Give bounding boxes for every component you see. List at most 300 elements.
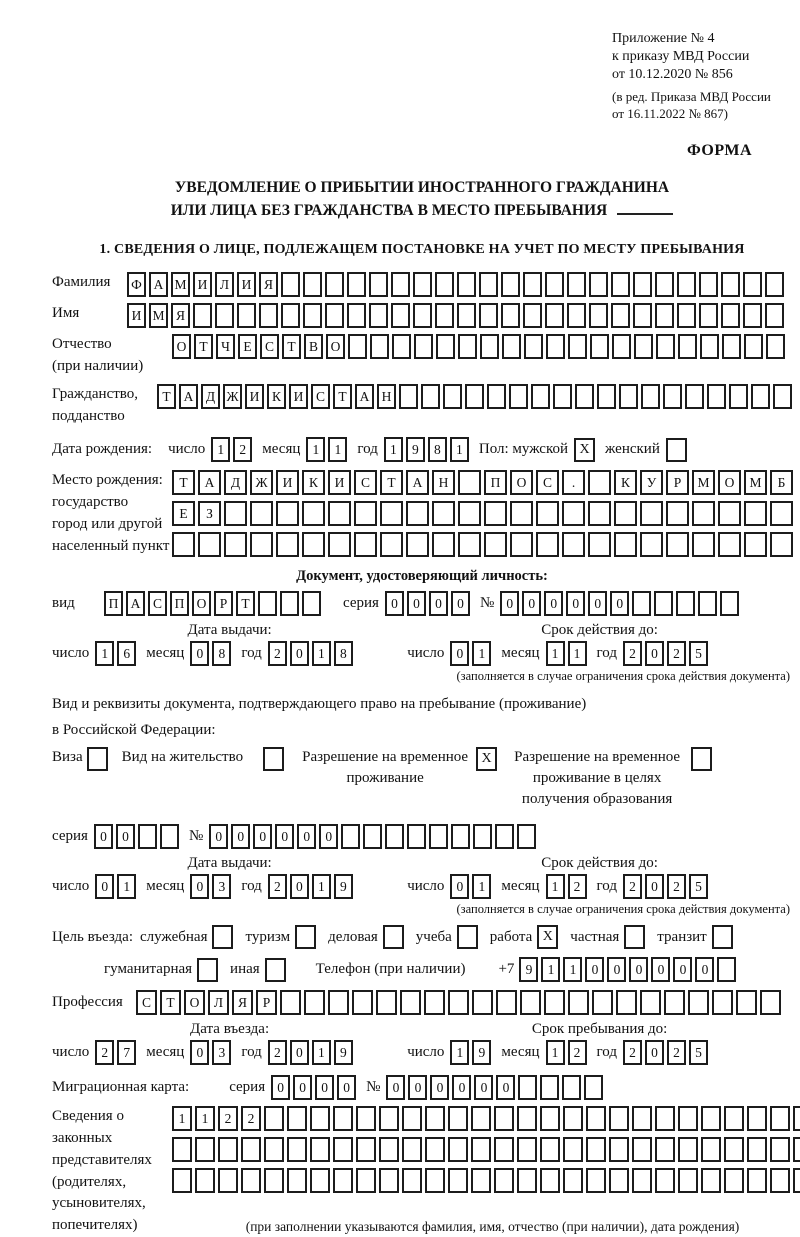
char-cell[interactable]	[325, 303, 344, 328]
char-cell[interactable]	[457, 303, 476, 328]
char-cell[interactable]	[402, 1106, 422, 1131]
char-cell[interactable]	[531, 384, 550, 409]
char-cell[interactable]	[333, 1137, 353, 1162]
char-cell[interactable]	[540, 1075, 559, 1100]
char-cell[interactable]: Н	[432, 470, 455, 495]
char-cell[interactable]	[333, 1106, 353, 1131]
char-cell[interactable]	[616, 990, 637, 1015]
char-cell[interactable]	[380, 501, 403, 526]
char-cell[interactable]	[402, 1137, 422, 1162]
char-cell[interactable]: А	[355, 384, 374, 409]
char-cell[interactable]: 0	[319, 824, 338, 849]
char-cell[interactable]	[664, 990, 685, 1015]
char-cell[interactable]	[760, 990, 781, 1015]
char-cell[interactable]	[721, 272, 740, 297]
char-cell[interactable]: 1	[306, 437, 325, 462]
char-cell[interactable]: 0	[297, 824, 316, 849]
char-cell[interactable]	[280, 591, 299, 616]
char-cell[interactable]	[333, 1168, 353, 1193]
char-cell[interactable]	[678, 1168, 698, 1193]
char-cell[interactable]	[484, 501, 507, 526]
char-cell[interactable]: И	[276, 470, 299, 495]
char-cell[interactable]	[722, 334, 741, 359]
char-cell[interactable]	[517, 1106, 537, 1131]
char-cell[interactable]: 0	[450, 874, 469, 899]
char-cell[interactable]: Б	[770, 470, 793, 495]
char-cell[interactable]: 2	[241, 1106, 261, 1131]
char-cell[interactable]	[793, 1168, 800, 1193]
char-cell[interactable]	[655, 272, 674, 297]
char-cell[interactable]: К	[267, 384, 286, 409]
char-cell[interactable]: Т	[282, 334, 301, 359]
char-cell[interactable]: З	[198, 501, 221, 526]
char-cell[interactable]	[435, 272, 454, 297]
char-cell[interactable]	[611, 272, 630, 297]
char-cell[interactable]	[458, 334, 477, 359]
char-cell[interactable]: 0	[673, 957, 692, 982]
char-cell[interactable]: Т	[194, 334, 213, 359]
char-cell[interactable]	[356, 1106, 376, 1131]
char-cell[interactable]: 0	[271, 1075, 290, 1100]
char-cell[interactable]	[609, 1168, 629, 1193]
char-cell[interactable]	[523, 272, 542, 297]
char-cell[interactable]	[479, 303, 498, 328]
char-cell[interactable]	[458, 501, 481, 526]
char-cell[interactable]	[736, 990, 757, 1015]
residence-permit-checkbox[interactable]	[263, 747, 284, 771]
char-cell[interactable]: Т	[236, 591, 255, 616]
char-cell[interactable]: 1	[312, 1040, 331, 1065]
char-cell[interactable]: С	[136, 990, 157, 1015]
char-cell[interactable]	[589, 303, 608, 328]
char-cell[interactable]	[634, 334, 653, 359]
char-cell[interactable]	[264, 1137, 284, 1162]
char-cell[interactable]	[224, 532, 247, 557]
char-cell[interactable]	[609, 1106, 629, 1131]
char-cell[interactable]: 2	[667, 1040, 686, 1065]
char-cell[interactable]: 0	[290, 1040, 309, 1065]
purpose-humanitarian-checkbox[interactable]	[197, 958, 218, 982]
char-cell[interactable]: 1	[568, 641, 587, 666]
char-cell[interactable]	[707, 384, 726, 409]
char-cell[interactable]	[304, 990, 325, 1015]
char-cell[interactable]: 6	[117, 641, 136, 666]
char-cell[interactable]: И	[245, 384, 264, 409]
char-cell[interactable]	[218, 1168, 238, 1193]
visa-checkbox[interactable]	[87, 747, 108, 771]
char-cell[interactable]: 0	[651, 957, 670, 982]
char-cell[interactable]: 2	[218, 1106, 238, 1131]
char-cell[interactable]	[429, 824, 448, 849]
char-cell[interactable]	[666, 532, 689, 557]
char-cell[interactable]	[663, 384, 682, 409]
char-cell[interactable]: 8	[212, 641, 231, 666]
char-cell[interactable]	[540, 1106, 560, 1131]
char-cell[interactable]: М	[171, 272, 190, 297]
char-cell[interactable]	[458, 532, 481, 557]
char-cell[interactable]	[743, 272, 762, 297]
char-cell[interactable]	[699, 272, 718, 297]
char-cell[interactable]: И	[127, 303, 146, 328]
char-cell[interactable]	[517, 824, 536, 849]
char-cell[interactable]	[443, 384, 462, 409]
char-cell[interactable]	[536, 532, 559, 557]
char-cell[interactable]: 1	[117, 874, 136, 899]
char-cell[interactable]	[379, 1168, 399, 1193]
char-cell[interactable]: Е	[172, 501, 195, 526]
char-cell[interactable]	[465, 384, 484, 409]
char-cell[interactable]: 8	[428, 437, 447, 462]
char-cell[interactable]: 0	[610, 591, 629, 616]
char-cell[interactable]	[310, 1106, 330, 1131]
char-cell[interactable]: 0	[275, 824, 294, 849]
char-cell[interactable]	[597, 384, 616, 409]
char-cell[interactable]	[198, 532, 221, 557]
char-cell[interactable]	[325, 272, 344, 297]
char-cell[interactable]	[614, 532, 637, 557]
char-cell[interactable]: И	[237, 272, 256, 297]
char-cell[interactable]: Т	[160, 990, 181, 1015]
char-cell[interactable]	[677, 303, 696, 328]
sex-male-checkbox[interactable]: X	[574, 438, 595, 462]
char-cell[interactable]	[392, 334, 411, 359]
char-cell[interactable]	[413, 303, 432, 328]
char-cell[interactable]	[619, 384, 638, 409]
char-cell[interactable]	[575, 384, 594, 409]
char-cell[interactable]	[473, 824, 492, 849]
char-cell[interactable]	[218, 1137, 238, 1162]
char-cell[interactable]	[523, 303, 542, 328]
char-cell[interactable]: 2	[568, 874, 587, 899]
char-cell[interactable]	[471, 1106, 491, 1131]
char-cell[interactable]	[432, 532, 455, 557]
char-cell[interactable]: 2	[95, 1040, 114, 1065]
char-cell[interactable]: 0	[231, 824, 250, 849]
char-cell[interactable]: 0	[253, 824, 272, 849]
char-cell[interactable]	[494, 1168, 514, 1193]
char-cell[interactable]: 0	[544, 591, 563, 616]
char-cell[interactable]: 0	[607, 957, 626, 982]
char-cell[interactable]	[563, 1106, 583, 1131]
char-cell[interactable]	[765, 303, 784, 328]
char-cell[interactable]	[250, 501, 273, 526]
char-cell[interactable]	[413, 272, 432, 297]
char-cell[interactable]: 0	[585, 957, 604, 982]
char-cell[interactable]: Т	[380, 470, 403, 495]
char-cell[interactable]	[747, 1137, 767, 1162]
char-cell[interactable]	[692, 501, 715, 526]
char-cell[interactable]	[347, 272, 366, 297]
char-cell[interactable]	[501, 272, 520, 297]
char-cell[interactable]	[633, 303, 652, 328]
char-cell[interactable]	[391, 272, 410, 297]
char-cell[interactable]: И	[289, 384, 308, 409]
purpose-official-checkbox[interactable]	[212, 925, 233, 949]
char-cell[interactable]: 5	[689, 874, 708, 899]
char-cell[interactable]	[586, 1168, 606, 1193]
char-cell[interactable]: 2	[667, 641, 686, 666]
char-cell[interactable]	[425, 1106, 445, 1131]
char-cell[interactable]: 0	[450, 641, 469, 666]
char-cell[interactable]	[724, 1137, 744, 1162]
char-cell[interactable]	[302, 591, 321, 616]
char-cell[interactable]	[720, 591, 739, 616]
char-cell[interactable]	[276, 532, 299, 557]
char-cell[interactable]: 1	[472, 874, 491, 899]
char-cell[interactable]	[544, 990, 565, 1015]
char-cell[interactable]: 9	[334, 1040, 353, 1065]
char-cell[interactable]	[471, 1137, 491, 1162]
char-cell[interactable]	[414, 334, 433, 359]
char-cell[interactable]: 0	[588, 591, 607, 616]
char-cell[interactable]: 0	[566, 591, 585, 616]
char-cell[interactable]	[195, 1168, 215, 1193]
char-cell[interactable]: В	[304, 334, 323, 359]
char-cell[interactable]: А	[126, 591, 145, 616]
char-cell[interactable]	[701, 1106, 721, 1131]
char-cell[interactable]	[448, 1106, 468, 1131]
char-cell[interactable]	[241, 1137, 261, 1162]
char-cell[interactable]	[770, 1106, 790, 1131]
char-cell[interactable]: С	[354, 470, 377, 495]
char-cell[interactable]	[609, 1137, 629, 1162]
char-cell[interactable]	[436, 334, 455, 359]
char-cell[interactable]	[287, 1168, 307, 1193]
char-cell[interactable]	[568, 334, 587, 359]
char-cell[interactable]	[250, 532, 273, 557]
char-cell[interactable]: Р	[256, 990, 277, 1015]
char-cell[interactable]: 0	[496, 1075, 515, 1100]
char-cell[interactable]: 5	[689, 1040, 708, 1065]
char-cell[interactable]	[435, 303, 454, 328]
char-cell[interactable]: Я	[171, 303, 190, 328]
char-cell[interactable]: Т	[333, 384, 352, 409]
char-cell[interactable]: П	[484, 470, 507, 495]
temp-residence-education-checkbox[interactable]	[691, 747, 712, 771]
char-cell[interactable]: М	[744, 470, 767, 495]
char-cell[interactable]	[224, 501, 247, 526]
char-cell[interactable]: О	[192, 591, 211, 616]
char-cell[interactable]	[718, 532, 741, 557]
char-cell[interactable]: Я	[259, 272, 278, 297]
char-cell[interactable]: А	[198, 470, 221, 495]
char-cell[interactable]	[303, 272, 322, 297]
char-cell[interactable]: 1	[195, 1106, 215, 1131]
char-cell[interactable]	[448, 1137, 468, 1162]
char-cell[interactable]	[402, 1168, 422, 1193]
char-cell[interactable]: 9	[472, 1040, 491, 1065]
char-cell[interactable]: 1	[541, 957, 560, 982]
char-cell[interactable]	[592, 990, 613, 1015]
char-cell[interactable]: 0	[315, 1075, 334, 1100]
char-cell[interactable]: С	[311, 384, 330, 409]
char-cell[interactable]	[379, 1137, 399, 1162]
char-cell[interactable]	[241, 1168, 261, 1193]
char-cell[interactable]	[472, 990, 493, 1015]
char-cell[interactable]	[495, 824, 514, 849]
char-cell[interactable]	[496, 990, 517, 1015]
char-cell[interactable]	[517, 1168, 537, 1193]
char-cell[interactable]	[369, 272, 388, 297]
char-cell[interactable]: 2	[268, 1040, 287, 1065]
char-cell[interactable]	[545, 272, 564, 297]
char-cell[interactable]: 0	[522, 591, 541, 616]
char-cell[interactable]	[584, 1075, 603, 1100]
char-cell[interactable]: 0	[645, 874, 664, 899]
char-cell[interactable]: 1	[546, 1040, 565, 1065]
char-cell[interactable]	[563, 1137, 583, 1162]
char-cell[interactable]	[589, 272, 608, 297]
char-cell[interactable]	[193, 303, 212, 328]
char-cell[interactable]	[632, 1106, 652, 1131]
char-cell[interactable]	[264, 1106, 284, 1131]
char-cell[interactable]	[655, 303, 674, 328]
char-cell[interactable]	[502, 334, 521, 359]
char-cell[interactable]: 0	[190, 874, 209, 899]
char-cell[interactable]: 0	[645, 641, 664, 666]
char-cell[interactable]	[654, 591, 673, 616]
char-cell[interactable]: 0	[645, 1040, 664, 1065]
char-cell[interactable]	[501, 303, 520, 328]
purpose-transit-checkbox[interactable]	[712, 925, 733, 949]
char-cell[interactable]	[751, 384, 770, 409]
char-cell[interactable]	[264, 1168, 284, 1193]
char-cell[interactable]	[356, 1168, 376, 1193]
char-cell[interactable]: 0	[293, 1075, 312, 1100]
char-cell[interactable]	[400, 990, 421, 1015]
char-cell[interactable]: Р	[214, 591, 233, 616]
char-cell[interactable]: 2	[667, 874, 686, 899]
char-cell[interactable]: 5	[689, 641, 708, 666]
char-cell[interactable]	[770, 532, 793, 557]
char-cell[interactable]: А	[406, 470, 429, 495]
char-cell[interactable]	[380, 532, 403, 557]
char-cell[interactable]: О	[184, 990, 205, 1015]
char-cell[interactable]: Д	[224, 470, 247, 495]
char-cell[interactable]	[562, 501, 585, 526]
char-cell[interactable]	[280, 990, 301, 1015]
char-cell[interactable]	[718, 501, 741, 526]
char-cell[interactable]	[370, 334, 389, 359]
char-cell[interactable]	[287, 1106, 307, 1131]
char-cell[interactable]: 3	[212, 874, 231, 899]
purpose-private-checkbox[interactable]	[624, 925, 645, 949]
char-cell[interactable]	[588, 501, 611, 526]
char-cell[interactable]	[588, 532, 611, 557]
char-cell[interactable]	[138, 824, 157, 849]
char-cell[interactable]	[281, 272, 300, 297]
char-cell[interactable]	[729, 384, 748, 409]
char-cell[interactable]: 0	[290, 874, 309, 899]
char-cell[interactable]: О	[172, 334, 191, 359]
char-cell[interactable]	[588, 470, 611, 495]
char-cell[interactable]	[640, 501, 663, 526]
char-cell[interactable]: Т	[172, 470, 195, 495]
char-cell[interactable]: С	[148, 591, 167, 616]
char-cell[interactable]: М	[149, 303, 168, 328]
char-cell[interactable]	[747, 1106, 767, 1131]
char-cell[interactable]: 2	[268, 874, 287, 899]
char-cell[interactable]	[354, 532, 377, 557]
char-cell[interactable]	[281, 303, 300, 328]
char-cell[interactable]	[172, 1137, 192, 1162]
char-cell[interactable]	[536, 501, 559, 526]
char-cell[interactable]	[553, 384, 572, 409]
char-cell[interactable]: 1	[312, 641, 331, 666]
char-cell[interactable]	[258, 591, 277, 616]
char-cell[interactable]	[692, 532, 715, 557]
char-cell[interactable]	[793, 1137, 800, 1162]
char-cell[interactable]	[586, 1106, 606, 1131]
char-cell[interactable]: 1	[563, 957, 582, 982]
char-cell[interactable]	[688, 990, 709, 1015]
char-cell[interactable]	[717, 957, 736, 982]
char-cell[interactable]: 0	[190, 641, 209, 666]
char-cell[interactable]	[172, 532, 195, 557]
char-cell[interactable]	[494, 1106, 514, 1131]
char-cell[interactable]: С	[260, 334, 279, 359]
char-cell[interactable]	[369, 303, 388, 328]
char-cell[interactable]	[457, 272, 476, 297]
char-cell[interactable]	[641, 384, 660, 409]
char-cell[interactable]	[448, 1168, 468, 1193]
char-cell[interactable]: Д	[201, 384, 220, 409]
char-cell[interactable]	[451, 824, 470, 849]
char-cell[interactable]	[701, 1168, 721, 1193]
char-cell[interactable]: 0	[209, 824, 228, 849]
char-cell[interactable]: 9	[519, 957, 538, 982]
char-cell[interactable]	[421, 384, 440, 409]
char-cell[interactable]	[510, 532, 533, 557]
char-cell[interactable]	[545, 303, 564, 328]
char-cell[interactable]: А	[179, 384, 198, 409]
char-cell[interactable]: 7	[117, 1040, 136, 1065]
char-cell[interactable]: 1	[546, 641, 565, 666]
char-cell[interactable]	[586, 1137, 606, 1162]
char-cell[interactable]	[678, 1137, 698, 1162]
char-cell[interactable]	[611, 303, 630, 328]
char-cell[interactable]	[612, 334, 631, 359]
char-cell[interactable]: 0	[190, 1040, 209, 1065]
char-cell[interactable]	[666, 501, 689, 526]
char-cell[interactable]	[633, 272, 652, 297]
char-cell[interactable]	[640, 532, 663, 557]
char-cell[interactable]	[699, 303, 718, 328]
char-cell[interactable]	[540, 1168, 560, 1193]
char-cell[interactable]	[302, 532, 325, 557]
char-cell[interactable]: К	[302, 470, 325, 495]
char-cell[interactable]: Ф	[127, 272, 146, 297]
char-cell[interactable]	[770, 1168, 790, 1193]
char-cell[interactable]	[770, 1137, 790, 1162]
char-cell[interactable]	[518, 1075, 537, 1100]
char-cell[interactable]	[685, 384, 704, 409]
char-cell[interactable]	[655, 1106, 675, 1131]
char-cell[interactable]: К	[614, 470, 637, 495]
char-cell[interactable]: 0	[116, 824, 135, 849]
char-cell[interactable]: М	[692, 470, 715, 495]
char-cell[interactable]: 0	[385, 591, 404, 616]
char-cell[interactable]: 1	[472, 641, 491, 666]
char-cell[interactable]	[385, 824, 404, 849]
char-cell[interactable]	[195, 1137, 215, 1162]
char-cell[interactable]: 2	[268, 641, 287, 666]
char-cell[interactable]	[160, 824, 179, 849]
char-cell[interactable]: 0	[629, 957, 648, 982]
char-cell[interactable]	[480, 334, 499, 359]
char-cell[interactable]	[341, 824, 360, 849]
char-cell[interactable]: Я	[232, 990, 253, 1015]
